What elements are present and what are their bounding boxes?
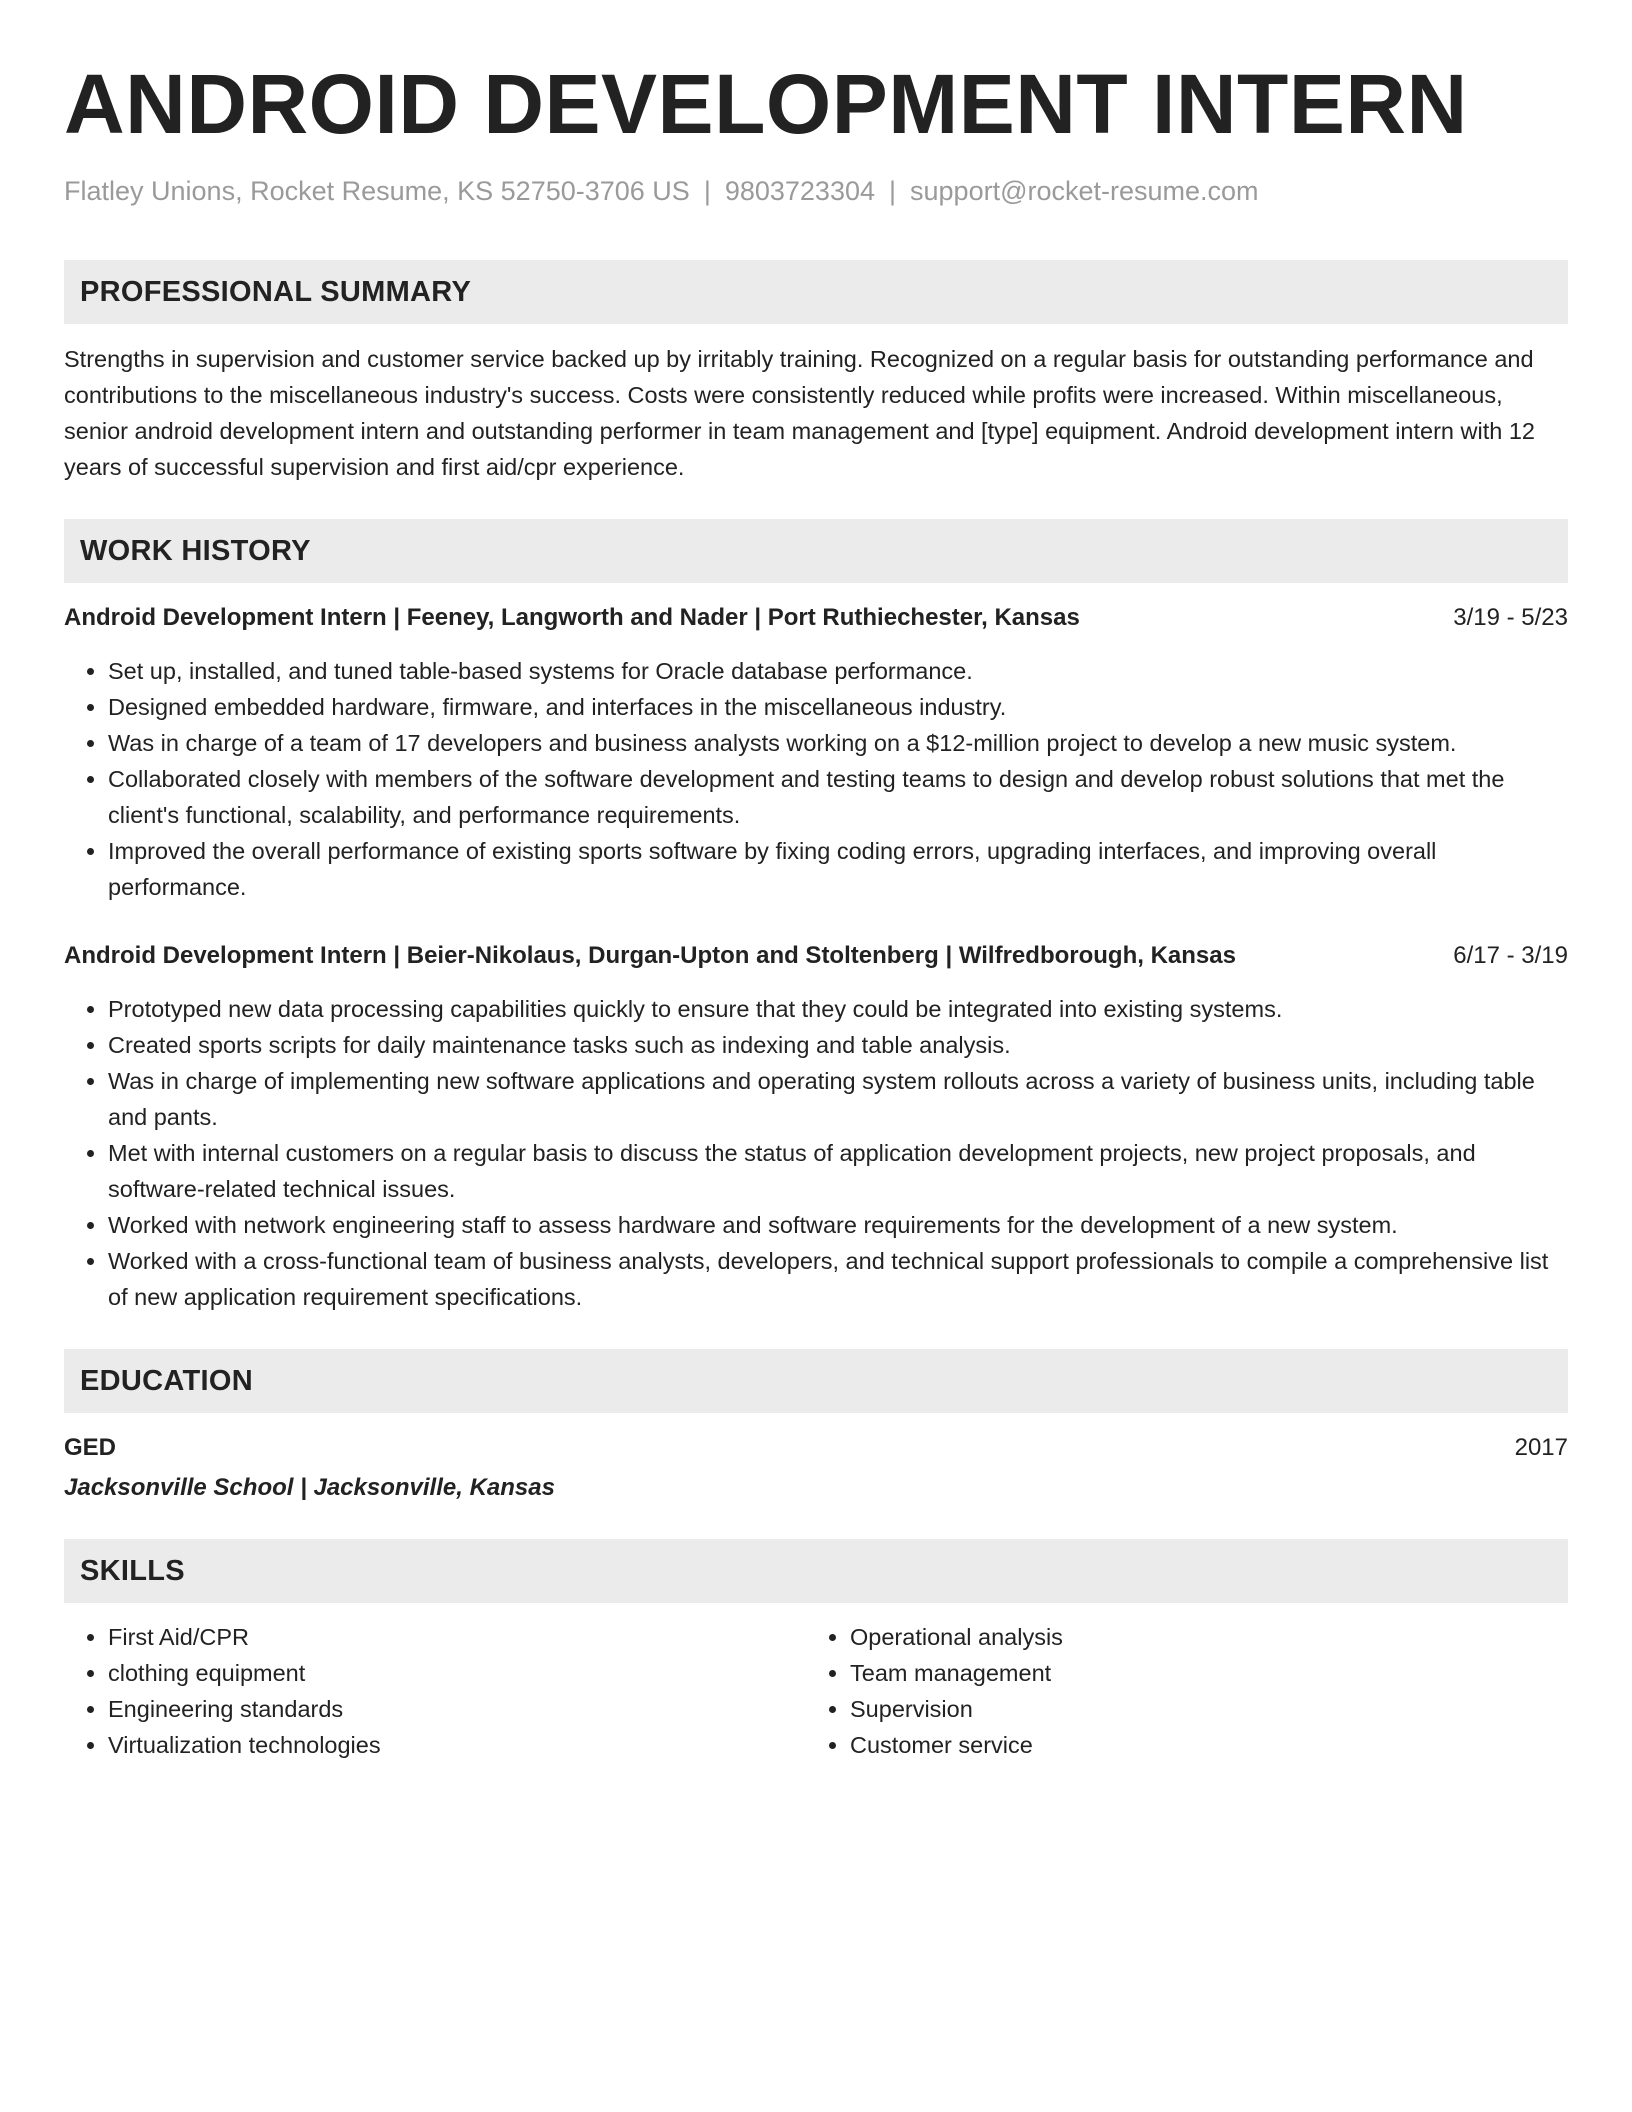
- job-heading-row: [64, 601, 1568, 635]
- job-bullet: • Created sports scripts for daily maintenance tasks such as indexing and table analysis.: [108, 1027, 1568, 1063]
- skill-item: • clothing equipment: [108, 1655, 806, 1691]
- skill-item: • Team management: [850, 1655, 1548, 1691]
- job-bullet: • Prototyped new data processing capabilities quickly to ensure that they could be integrated into existing systems.: [108, 991, 1568, 1027]
- education-degree: GED: [64, 1434, 117, 1461]
- contact-separator: |: [889, 176, 897, 206]
- job-title: Android Development Intern | Feeney, Langworth and Nader | Port Ruthiechester, Kansas: [64, 604, 1080, 631]
- education-year: 2017: [1514, 1434, 1568, 1461]
- skills-column-left: [64, 1619, 806, 1763]
- job-heading-row: [64, 939, 1568, 973]
- job-dates: 3/19 - 5/23: [1453, 604, 1568, 631]
- skill-item: • Virtualization technologies: [108, 1727, 806, 1763]
- job-bullet: • Improved the overall performance of existing sports software by fixing coding errors, upgrading interfaces, and improving overall performance.: [108, 833, 1568, 905]
- education-heading-row: [64, 1431, 1568, 1465]
- skill-item: • First Aid/CPR: [108, 1619, 806, 1655]
- job-bullet: • Set up, installed, and tuned table-based systems for Oracle database performance.: [108, 653, 1568, 689]
- section-header-skills: SKILLS: [64, 1539, 1568, 1603]
- job-dates: 6/17 - 3/19: [1453, 942, 1568, 969]
- job-bullet: • Was in charge of a team of 17 developers and business analysts working on a $12-million project to develop a new music system.: [108, 725, 1568, 761]
- job-bullet-list: [64, 653, 1568, 905]
- skill-item: • Engineering standards: [108, 1691, 806, 1727]
- skills-list: [64, 1619, 806, 1763]
- contact-separator: |: [703, 176, 711, 206]
- contact-address: Flatley Unions, Rocket Resume, KS 52750-3706 US: [64, 176, 690, 206]
- skill-item: • Operational analysis: [850, 1619, 1548, 1655]
- job-bullet: • Collaborated closely with members of the software development and testing teams to design and develop robust solutions that met the client's functional, scalability, and performance requirements.: [108, 761, 1568, 833]
- skills-list: [806, 1619, 1548, 1763]
- candidate-name: ANDROID DEVELOPMENT INTERN: [64, 57, 1468, 151]
- skill-item: • Supervision: [850, 1691, 1548, 1727]
- contact-phone: 9803723304: [724, 176, 875, 206]
- section-header-summary: PROFESSIONAL SUMMARY: [64, 260, 1568, 324]
- job-bullet: • Worked with network engineering staff to assess hardware and software requirements for the development of a new system.: [108, 1207, 1568, 1243]
- job-bullet: • Met with internal customers on a regular basis to discuss the status of application development projects, new project proposals, and software-related technical issues.: [108, 1135, 1568, 1207]
- contact-line: [64, 174, 1568, 208]
- job-bullet-list: [64, 991, 1568, 1315]
- skills-grid: [64, 1619, 1568, 1763]
- job-bullet: • Was in charge of implementing new software applications and operating system rollouts across a variety of business units, including table and pants.: [108, 1063, 1568, 1135]
- skill-item: • Customer service: [850, 1727, 1548, 1763]
- job-bullet: • Worked with a cross-functional team of business analysts, developers, and technical support professionals to compile a comprehensive list of new application requirement specifications.: [108, 1243, 1568, 1315]
- summary-text: Strengths in supervision and customer service backed up by irritably training. Recognized on a regular basis for outstanding performance and contributions to the miscellaneous industry's success. Costs were consistently reduced while profits were increased. Within miscellaneous, senior android development intern and outstanding performer in team management and [type] equipment. Android development intern with 12 years of successful supervision and first aid/cpr experience.: [64, 346, 1535, 480]
- section-header-work-history: WORK HISTORY: [64, 519, 1568, 583]
- contact-email: support@rocket-resume.com: [910, 176, 1259, 206]
- job-title: Android Development Intern | Beier-Nikolaus, Durgan-Upton and Stoltenberg | Wilfredborough, Kansas: [64, 942, 1236, 969]
- education-school: Jacksonville School | Jacksonville, Kansas: [64, 1474, 555, 1501]
- skills-column-right: [806, 1619, 1548, 1763]
- job-bullet: • Designed embedded hardware, firmware, and interfaces in the miscellaneous industry.: [108, 689, 1568, 725]
- section-header-education: EDUCATION: [64, 1349, 1568, 1413]
